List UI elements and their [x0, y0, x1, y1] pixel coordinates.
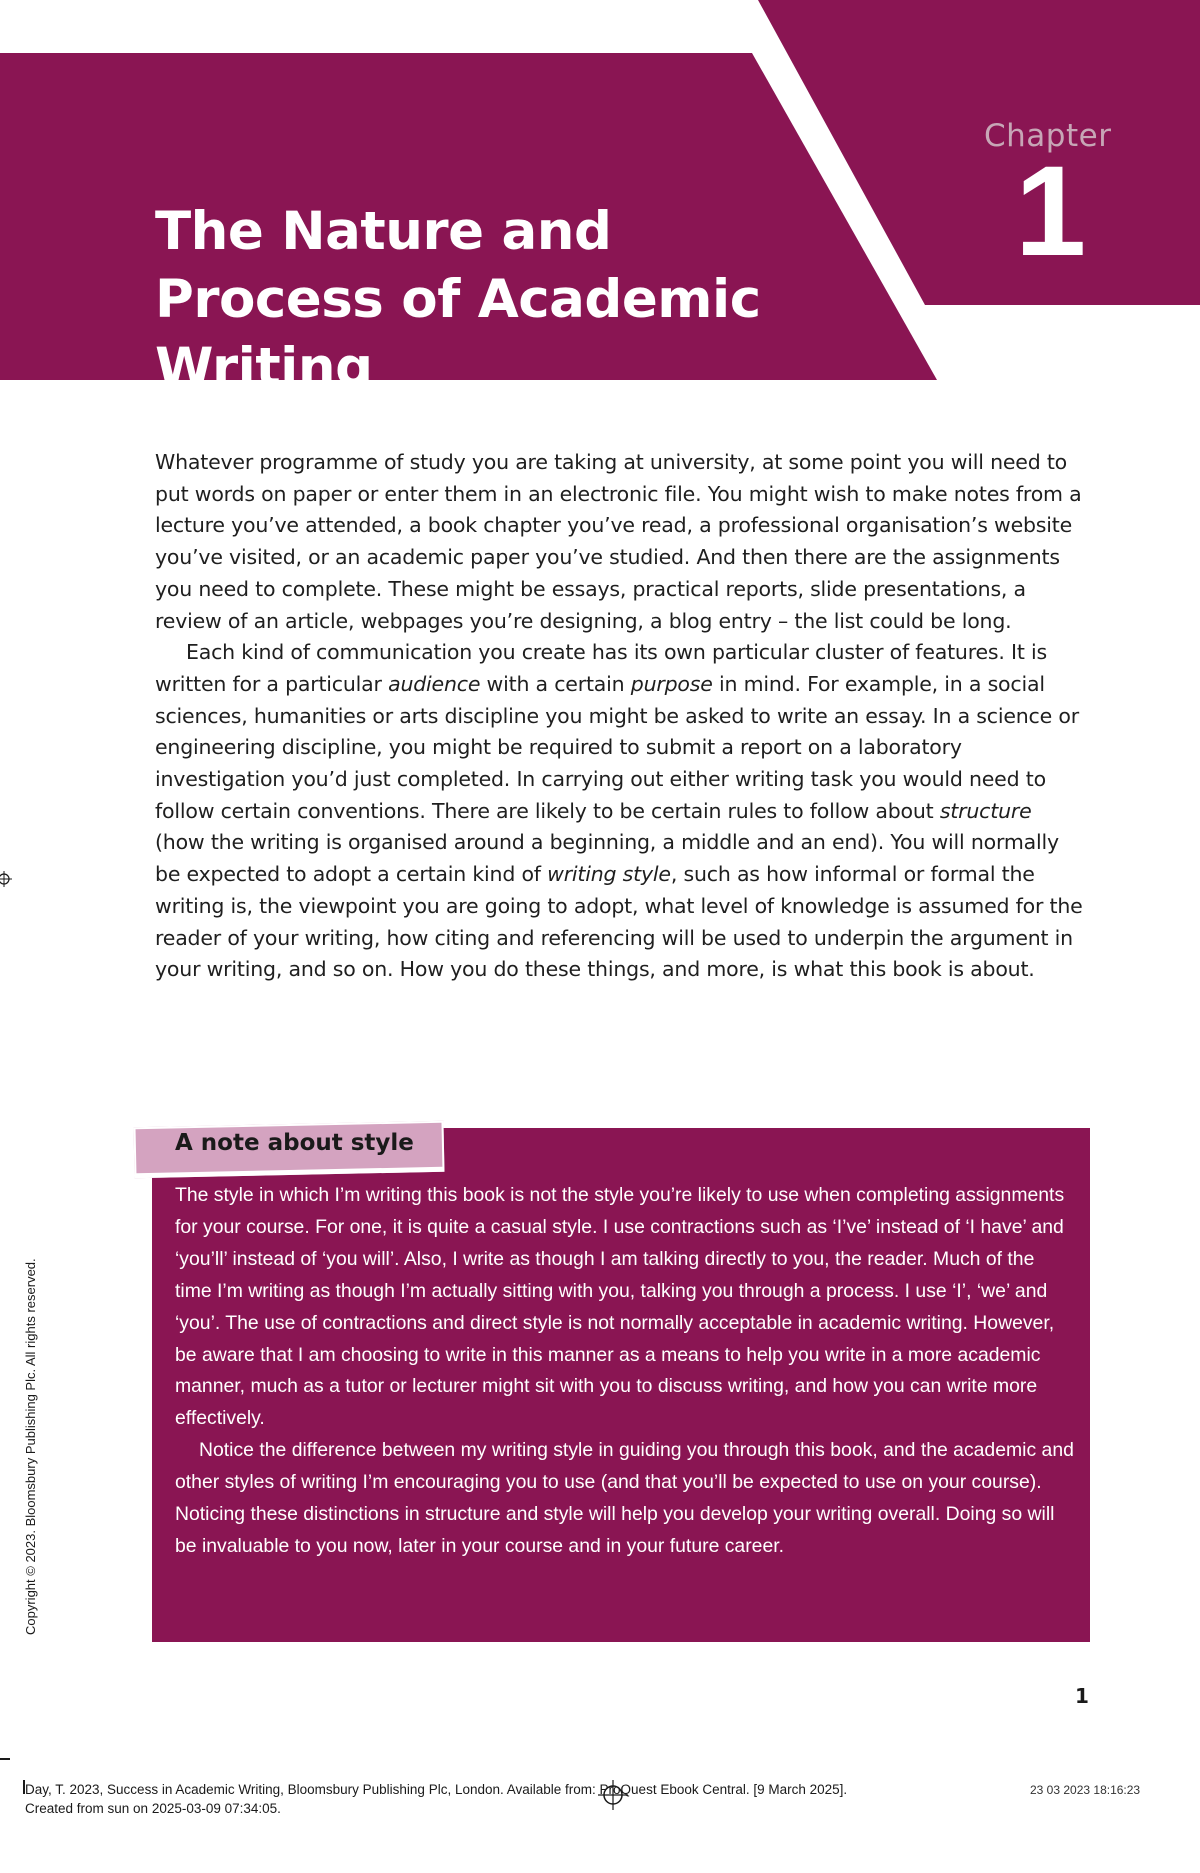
term-audience: audience [388, 671, 481, 696]
term-purpose: purpose [630, 671, 713, 696]
footer-created-line: Created from sun on 2025-03-09 07:34:05. [25, 1801, 281, 1816]
term-structure: structure [939, 798, 1032, 823]
chapter-number: 1 [1015, 140, 1087, 283]
footer-source-line: Day, T. 2023, Success in Academic Writing, Bloomsbury Publishing Plc, London. Available from: ProQuest Ebook Central. [9 March 2025]. [25, 1782, 848, 1797]
body-paragraph-2 [155, 637, 1085, 986]
crop-mark [0, 1758, 10, 1760]
term-writing-style: writing style [547, 862, 671, 887]
paragraph-text: in mind. For example, in a social sciences, humanities or arts discipline you might be asked to write an essay. In a science or engineering discipline, you might be required to submit a report on a laboratory investigation you’d just completed. In carrying out either writing task you would need to follow certain conventions. There are likely to be certain rules to follow about [155, 671, 1079, 823]
paragraph-text: , such as how informal or formal the writing is, the viewpoint you are going to adopt, what level of knowledge is assumed for the reader of your writing, how citing and referencing will be used to underpin the argument in your writing, and so on. How you do these things, and more, is what this book is about. [155, 862, 1083, 982]
footer-print-stamp: 23 03 2023 18:16:23 [1030, 1783, 1141, 1797]
paragraph-text: Each kind of communication you create has its own particular cluster of features. It is written for a particular [155, 640, 1047, 696]
note-heading: A note about style [175, 1130, 414, 1156]
note-paragraph-2: Notice the difference between my writing style in guiding you through this book, and the academic and other styles of writing I’m encouraging you to use (and that you’ll be expected to use on your course). Noticing these distinctions in structure and style will help you develop your writing overall. Doing so will be invaluable to you now, later in your course and in your future career. [175, 1439, 1074, 1557]
paragraph-text: (how the writing is organised around a beginning, a middle and an end). You will normally be expected to adopt a certain kind of [155, 830, 1059, 887]
registration-mark-icon [0, 871, 12, 887]
chapter-title: The Nature and Process of Academic Writing [155, 201, 761, 398]
body-text [155, 447, 1085, 986]
note-paragraph-1: The style in which I’m writing this book is not the style you’re likely to use when completing assignments for your course. For one, it is quite a casual style. I use contractions such as ‘I’ve’ instead of ‘I have’ and ‘you’ll’ instead of ‘you will’. Also, I write as though I am talking directly to you, the reader. Much of the time I’m writing as though I’m actually sitting with you, talking you through a process. I use ‘I’, ‘we’ and ‘you’. The use of contractions and direct style is not normally acceptable in academic writing. However, be aware that I am choosing to write in this manner as a means to help you write in a more academic manner, much as a tutor or lecturer might sit with you to discuss writing, and how you can write more effectively. [175, 1184, 1065, 1430]
page-number: 1 [1075, 1684, 1089, 1708]
note-text [175, 1180, 1075, 1563]
side-copyright: Copyright © 2023. Bloomsbury Publishing Plc. All rights reserved. [23, 1258, 38, 1635]
chapter-label: Chapter [984, 118, 1112, 154]
paragraph-text: with a certain [480, 671, 631, 696]
body-paragraph-1: Whatever programme of study you are taking at university, at some point you will need to put words on paper or enter them in an electronic file. You might wish to make notes from a lecture you’ve attended, a book chapter you’ve read, a professional organisation’s website you’ve visited, or an academic paper you’ve studied. And then there are the assignments you need to complete. These might be essays, practical reports, slide presentations, a review of an article, webpages you’re designing, a blog entry – the list could be long. [155, 450, 1082, 633]
